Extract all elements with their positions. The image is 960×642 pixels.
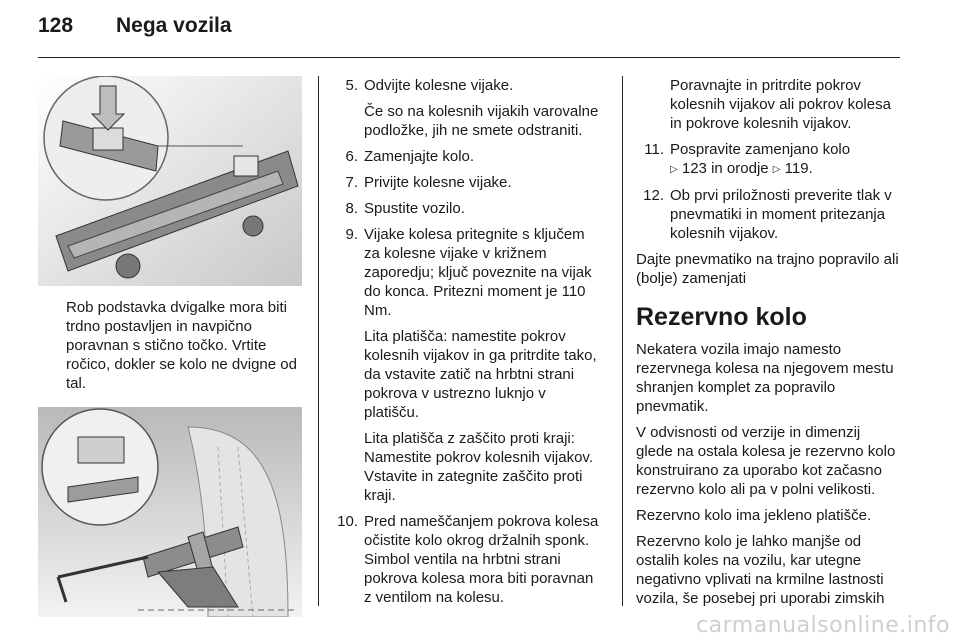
paragraph: Rezervno kolo ima jekleno platišče. <box>636 507 872 524</box>
step-text: Zamenjajte kolo. <box>364 148 475 165</box>
header-divider <box>38 57 900 58</box>
step-number: 9. <box>345 226 358 243</box>
step-text: Spustite vozilo. <box>364 200 465 217</box>
paragraph: V odvisnosti od verzije in dimenzij glede na ostala kolesa je rezervno kolo konstruirano za uporabo kot začasno rezervno kolo ali pa v polni velikosti. <box>636 424 896 498</box>
column-middle <box>330 76 604 614</box>
step-text: Pospravite zamenjano kolo <box>670 141 851 158</box>
step-number: 7. <box>345 174 358 191</box>
page-title: Nega vozila <box>116 14 232 37</box>
step-text: Privijte kolesne vijake. <box>364 174 512 191</box>
step-6 <box>330 147 604 166</box>
column-right <box>636 76 900 615</box>
step-text: Pred nameščanjem pokrova kolesa očistite kolo okrog držalnih sponk. Simbol ventila na hrbtni strani pokrova kolesa mora biti poravnan z ventilom na kolesu. <box>364 513 599 606</box>
step-10 <box>330 512 604 607</box>
step-9 <box>330 225 604 320</box>
watermark: carmanualsonline.info <box>696 613 950 638</box>
step-number: 8. <box>345 200 358 217</box>
jack-contact-point-illustration <box>38 76 302 286</box>
step-11 <box>636 140 900 179</box>
step-7 <box>330 173 604 192</box>
step-9-note-1: Lita platišča: namestite pokrov kolesnih vijakov in ga pritrdite tako, da vstavite zatič na hrbtni strani pokrova v ustrezno luknjo v platišču. <box>364 328 597 421</box>
step-12 <box>636 186 900 243</box>
step-text: Vijake kolesa pritegnite s ključem za kolesne vijake v križnem zaporedju; ključ poveznite na vijak do konca. Pritezni moment je 110 Nm. <box>364 226 592 319</box>
page-number: 128 <box>38 14 74 37</box>
section-heading: Rezervno kolo <box>636 303 807 331</box>
step-number: 10. <box>337 513 358 530</box>
page-reference[interactable]: 123 <box>681 160 707 177</box>
step-number: 11. <box>644 141 664 158</box>
page-reference-icon: ▷ <box>772 164 781 175</box>
jack-crank-illustration <box>38 407 302 617</box>
page-reference-icon: ▷ <box>670 164 678 175</box>
column-divider-1 <box>318 76 319 606</box>
step-9-note-2: Lita platišča z zaščito proti kraji: Namestite pokrov kolesnih vijakov. Vstavite in zategnite zaščito proti kraji. <box>364 430 593 504</box>
column-divider-2 <box>622 76 623 606</box>
step-text: in orodje <box>711 160 769 177</box>
column-left <box>38 76 302 617</box>
step-5-note: Če so na kolesnih vijakih varovalne podložke, jih ne smete odstraniti. <box>364 103 599 139</box>
step-text: Ob prvi priložnosti preverite tlak v pnevmatiki in moment pritezanja kolesnih vijakov. <box>670 187 892 242</box>
step-number: 12. <box>643 187 664 204</box>
step-text: Odvijte kolesne vijake. <box>364 77 514 94</box>
step-5 <box>330 76 604 95</box>
step-8 <box>330 199 604 218</box>
page-header <box>38 14 232 38</box>
paragraph: Nekatera vozila imajo namesto rezervnega kolesa na njegovem mestu shranjen komplet za popravilo pnevmatik. <box>636 341 894 415</box>
step-10-continued: Poravnajte in pritrdite pokrov kolesnih vijakov ali pokrov kolesa in pokrove kolesnih vijakov. <box>670 77 891 132</box>
page-reference[interactable]: 119. <box>784 160 813 177</box>
step-number: 6. <box>345 148 358 165</box>
step-number: 5. <box>345 77 358 94</box>
figure-caption: Rob podstavka dvigalke mora biti trdno postavljen in navpično poravnan s stično točko. Vrtite ročico, dokler se kolo ne dvigne od tal. <box>66 299 297 392</box>
paragraph: Dajte pnevmatiko na trajno popravilo ali (bolje) zamenjati <box>636 251 899 287</box>
paragraph: Rezervno kolo je lahko manjše od ostalih koles na vozilu, kar utegne negativno vplivati na krmilne lastnosti vozila, še posebej pri uporabi zimskih <box>636 533 885 607</box>
